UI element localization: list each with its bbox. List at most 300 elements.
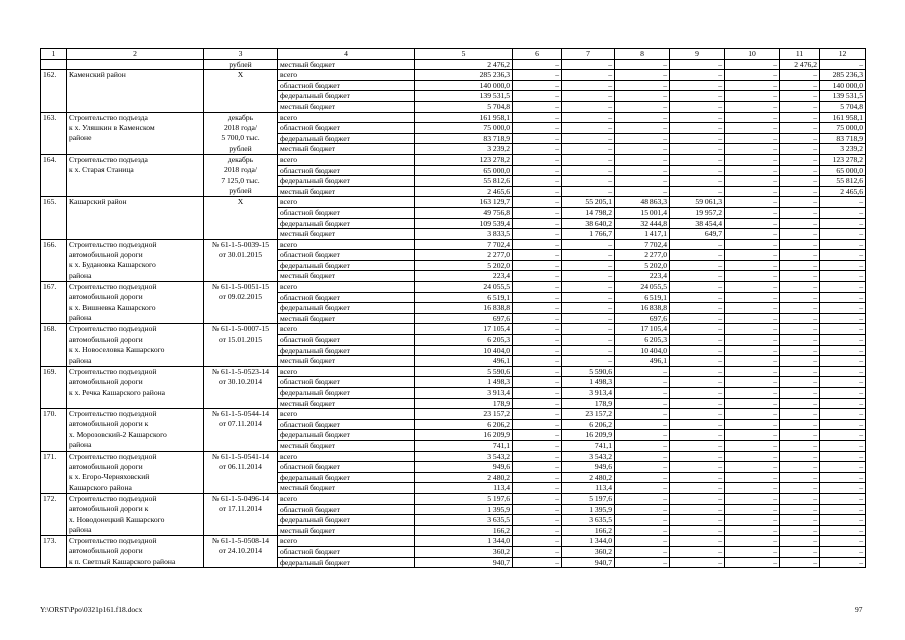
row-number bbox=[41, 101, 67, 112]
col12-value: 2 465,6 bbox=[820, 186, 866, 197]
funding-source: всего bbox=[278, 70, 415, 81]
col9-value: – bbox=[670, 292, 725, 303]
row-number bbox=[41, 525, 67, 536]
col12-value: – bbox=[820, 430, 866, 441]
col7-value: – bbox=[562, 250, 615, 261]
object-name: Кашарского района bbox=[67, 483, 204, 494]
funding-source: областной бюджет bbox=[278, 292, 415, 303]
row-number: 173. bbox=[41, 536, 67, 547]
col8-value: – bbox=[615, 462, 670, 473]
column-number: 6 bbox=[513, 49, 562, 60]
col11-value: – bbox=[780, 546, 820, 557]
col10-value: – bbox=[725, 356, 780, 367]
col7-value: – bbox=[562, 186, 615, 197]
col11-value: – bbox=[780, 207, 820, 218]
col8-value: – bbox=[615, 154, 670, 165]
col9-value: – bbox=[670, 239, 725, 250]
col12-value: – bbox=[820, 419, 866, 430]
document-info bbox=[204, 388, 278, 399]
row-number bbox=[41, 483, 67, 494]
file-path-footer: Y:\ORST\Ppo\0321p161.f18.docx bbox=[40, 605, 143, 614]
col7-value: 1 344,0 bbox=[562, 536, 615, 547]
row-number bbox=[41, 176, 67, 187]
object-name: Строительство подъездной bbox=[67, 451, 204, 462]
document-info: 5 700,0 тыс. bbox=[204, 133, 278, 144]
funding-source: областной бюджет bbox=[278, 419, 415, 430]
col9-value: – bbox=[670, 260, 725, 271]
col8-value: – bbox=[615, 419, 670, 430]
object-name: автомобильной дороги bbox=[67, 462, 204, 473]
row-number: 168. bbox=[41, 324, 67, 335]
table-row bbox=[41, 324, 866, 335]
row-number bbox=[41, 515, 67, 526]
col10-value: – bbox=[725, 229, 780, 240]
object-name: к х. Вишневка Кашарского bbox=[67, 303, 204, 314]
col8-value: – bbox=[615, 59, 670, 70]
funding-source: федеральный бюджет bbox=[278, 303, 415, 314]
funding-source: федеральный бюджет bbox=[278, 430, 415, 441]
document-info bbox=[204, 356, 278, 367]
col6-value: – bbox=[513, 324, 562, 335]
col8-value: 697,6 bbox=[615, 313, 670, 324]
col11-value: – bbox=[780, 303, 820, 314]
document-info bbox=[204, 398, 278, 409]
col9-value: – bbox=[670, 419, 725, 430]
col11-value: – bbox=[780, 70, 820, 81]
col11-value: – bbox=[780, 271, 820, 282]
col7-value: – bbox=[562, 303, 615, 314]
object-name bbox=[67, 218, 204, 229]
row-number bbox=[41, 133, 67, 144]
col11-value: – bbox=[780, 440, 820, 451]
col12-value: 139 531,5 bbox=[820, 91, 866, 102]
col9-value: – bbox=[670, 409, 725, 420]
col10-value: – bbox=[725, 303, 780, 314]
row-number bbox=[41, 165, 67, 176]
table-row bbox=[41, 229, 866, 240]
row-number bbox=[41, 91, 67, 102]
object-name: автомобильной дороги bbox=[67, 250, 204, 261]
object-name: к х. Уляшкин в Каменском bbox=[67, 123, 204, 134]
table-row bbox=[41, 493, 866, 504]
total-value: 3 239,2 bbox=[415, 144, 513, 155]
col11-value: – bbox=[780, 345, 820, 356]
object-name: Кашарский район bbox=[67, 197, 204, 208]
column-number: 1 bbox=[41, 49, 67, 60]
object-name bbox=[67, 91, 204, 102]
funding-source: всего bbox=[278, 239, 415, 250]
col10-value: – bbox=[725, 59, 780, 70]
row-number bbox=[41, 440, 67, 451]
object-name: автомобильной дороги к bbox=[67, 504, 204, 515]
col7-value: – bbox=[562, 133, 615, 144]
table-row bbox=[41, 483, 866, 494]
total-value: 5 197,6 bbox=[415, 493, 513, 504]
col6-value: – bbox=[513, 398, 562, 409]
col6-value: – bbox=[513, 536, 562, 547]
funding-source: областной бюджет bbox=[278, 462, 415, 473]
col12-value: – bbox=[820, 197, 866, 208]
col12-value: 161 958,1 bbox=[820, 112, 866, 123]
col12-value: – bbox=[820, 388, 866, 399]
col10-value: – bbox=[725, 70, 780, 81]
col11-value: – bbox=[780, 366, 820, 377]
col9-value: – bbox=[670, 70, 725, 81]
col7-value: 1 766,7 bbox=[562, 229, 615, 240]
table-row bbox=[41, 186, 866, 197]
document-info: 2018 года/ bbox=[204, 123, 278, 134]
col9-value: – bbox=[670, 483, 725, 494]
col10-value: – bbox=[725, 377, 780, 388]
document-info bbox=[204, 260, 278, 271]
total-value: 5 590,6 bbox=[415, 366, 513, 377]
col11-value: – bbox=[780, 356, 820, 367]
col12-value: – bbox=[820, 472, 866, 483]
document-info: № 61-1-5-0544-14 bbox=[204, 409, 278, 420]
col7-value: 360,2 bbox=[562, 546, 615, 557]
table-row bbox=[41, 313, 866, 324]
document-info: № 61-1-5-0039-15 bbox=[204, 239, 278, 250]
col8-value: 32 444,8 bbox=[615, 218, 670, 229]
table-row bbox=[41, 536, 866, 547]
col11-value: – bbox=[780, 250, 820, 261]
col6-value: – bbox=[513, 239, 562, 250]
funding-source: местный бюджет bbox=[278, 101, 415, 112]
row-number bbox=[41, 260, 67, 271]
col6-value: – bbox=[513, 546, 562, 557]
table-row bbox=[41, 409, 866, 420]
total-value: 24 055,5 bbox=[415, 282, 513, 293]
object-name: района bbox=[67, 313, 204, 324]
col6-value: – bbox=[513, 483, 562, 494]
funding-source: местный бюджет bbox=[278, 483, 415, 494]
col12-value: – bbox=[820, 335, 866, 346]
table-row bbox=[41, 292, 866, 303]
col8-value: – bbox=[615, 472, 670, 483]
col12-value: – bbox=[820, 504, 866, 515]
total-value: 285 236,3 bbox=[415, 70, 513, 81]
col9-value: – bbox=[670, 546, 725, 557]
col7-value: 1 395,9 bbox=[562, 504, 615, 515]
funding-source: местный бюджет bbox=[278, 356, 415, 367]
col11-value: – bbox=[780, 536, 820, 547]
col12-value: – bbox=[820, 324, 866, 335]
funding-source: федеральный бюджет bbox=[278, 515, 415, 526]
col9-value: 19 957,2 bbox=[670, 207, 725, 218]
col11-value: – bbox=[780, 398, 820, 409]
funding-source: всего bbox=[278, 282, 415, 293]
col10-value: – bbox=[725, 462, 780, 473]
col6-value: – bbox=[513, 229, 562, 240]
document-info bbox=[204, 525, 278, 536]
col9-value: – bbox=[670, 493, 725, 504]
table-row bbox=[41, 515, 866, 526]
col7-value: – bbox=[562, 165, 615, 176]
col8-value: 15 001,4 bbox=[615, 207, 670, 218]
col8-value: 1 417,1 bbox=[615, 229, 670, 240]
row-number bbox=[41, 186, 67, 197]
col8-value: 6 205,3 bbox=[615, 335, 670, 346]
col9-value: – bbox=[670, 165, 725, 176]
col12-value: – bbox=[820, 292, 866, 303]
col9-value: – bbox=[670, 430, 725, 441]
row-number bbox=[41, 398, 67, 409]
row-number bbox=[41, 207, 67, 218]
col7-value: 178,9 bbox=[562, 398, 615, 409]
col7-value: 3 635,5 bbox=[562, 515, 615, 526]
col11-value: – bbox=[780, 525, 820, 536]
total-value: 3 913,4 bbox=[415, 388, 513, 399]
col11-value: – bbox=[780, 557, 820, 568]
col6-value: – bbox=[513, 419, 562, 430]
total-value: 161 958,1 bbox=[415, 112, 513, 123]
col12-value: – bbox=[820, 462, 866, 473]
col6-value: – bbox=[513, 335, 562, 346]
document-info: от 09.02.2015 bbox=[204, 292, 278, 303]
table-row bbox=[41, 335, 866, 346]
col12-value: – bbox=[820, 356, 866, 367]
col10-value: – bbox=[725, 335, 780, 346]
object-name bbox=[67, 101, 204, 112]
col9-value: – bbox=[670, 536, 725, 547]
table-row bbox=[41, 377, 866, 388]
col9-value: – bbox=[670, 515, 725, 526]
col10-value: – bbox=[725, 186, 780, 197]
total-value: 23 157,2 bbox=[415, 409, 513, 420]
col8-value: – bbox=[615, 112, 670, 123]
col11-value: – bbox=[780, 176, 820, 187]
object-name: к п. Светлый Кашарского района bbox=[67, 557, 204, 568]
table-row bbox=[41, 271, 866, 282]
object-name bbox=[67, 186, 204, 197]
col7-value: – bbox=[562, 91, 615, 102]
col12-value: 140 000,0 bbox=[820, 80, 866, 91]
object-name: х. Морозовский-2 Кашарского bbox=[67, 430, 204, 441]
col8-value: 223,4 bbox=[615, 271, 670, 282]
col12-value: 285 236,3 bbox=[820, 70, 866, 81]
funding-source: областной бюджет bbox=[278, 207, 415, 218]
object-name: автомобильной дороги bbox=[67, 546, 204, 557]
funding-source: всего bbox=[278, 112, 415, 123]
row-number bbox=[41, 144, 67, 155]
document-info: № 61-1-5-0496-14 bbox=[204, 493, 278, 504]
object-name bbox=[67, 176, 204, 187]
col9-value: – bbox=[670, 504, 725, 515]
row-number bbox=[41, 250, 67, 261]
table-row bbox=[41, 112, 866, 123]
object-name: Каменский район bbox=[67, 70, 204, 81]
col10-value: – bbox=[725, 366, 780, 377]
col10-value: – bbox=[725, 239, 780, 250]
col11-value: – bbox=[780, 282, 820, 293]
col10-value: – bbox=[725, 504, 780, 515]
col6-value: – bbox=[513, 472, 562, 483]
table-row bbox=[41, 123, 866, 134]
col7-value: – bbox=[562, 112, 615, 123]
table-row bbox=[41, 440, 866, 451]
total-value: 139 531,5 bbox=[415, 91, 513, 102]
row-number: 166. bbox=[41, 239, 67, 250]
table-row bbox=[41, 303, 866, 314]
col6-value: – bbox=[513, 70, 562, 81]
col10-value: – bbox=[725, 271, 780, 282]
col12-value: – bbox=[820, 250, 866, 261]
funding-source: федеральный бюджет bbox=[278, 176, 415, 187]
col7-value: – bbox=[562, 239, 615, 250]
document-info: от 17.11.2014 bbox=[204, 504, 278, 515]
col11-value: – bbox=[780, 165, 820, 176]
object-name: Строительство подъездной bbox=[67, 409, 204, 420]
row-number bbox=[41, 430, 67, 441]
table-row bbox=[41, 345, 866, 356]
object-name bbox=[67, 144, 204, 155]
document-info: от 24.10.2014 bbox=[204, 546, 278, 557]
table-row bbox=[41, 176, 866, 187]
object-name bbox=[67, 80, 204, 91]
object-name: района bbox=[67, 440, 204, 451]
col9-value: – bbox=[670, 250, 725, 261]
table-row bbox=[41, 197, 866, 208]
document-info bbox=[204, 557, 278, 568]
col7-value: – bbox=[562, 313, 615, 324]
document-page bbox=[40, 48, 865, 568]
table-row bbox=[41, 525, 866, 536]
document-info: № 61-1-5-0051-15 bbox=[204, 282, 278, 293]
total-value: 123 278,2 bbox=[415, 154, 513, 165]
col6-value: – bbox=[513, 133, 562, 144]
funding-source: областной бюджет bbox=[278, 123, 415, 134]
col11-value: – bbox=[780, 144, 820, 155]
col6-value: – bbox=[513, 525, 562, 536]
document-info bbox=[204, 483, 278, 494]
col12-value: – bbox=[820, 525, 866, 536]
col7-value: 14 798,2 bbox=[562, 207, 615, 218]
column-number: 3 bbox=[204, 49, 278, 60]
table-row bbox=[41, 398, 866, 409]
col12-value: – bbox=[820, 493, 866, 504]
funding-source: всего bbox=[278, 154, 415, 165]
row-number: 172. bbox=[41, 493, 67, 504]
col6-value: – bbox=[513, 303, 562, 314]
col9-value: – bbox=[670, 123, 725, 134]
document-info: декабрь bbox=[204, 112, 278, 123]
col8-value: 10 404,0 bbox=[615, 345, 670, 356]
total-value: 223,4 bbox=[415, 271, 513, 282]
col10-value: – bbox=[725, 112, 780, 123]
document-info bbox=[204, 515, 278, 526]
table-row bbox=[41, 462, 866, 473]
table-row bbox=[41, 366, 866, 377]
row-number bbox=[41, 271, 67, 282]
col10-value: – bbox=[725, 345, 780, 356]
col9-value: – bbox=[670, 398, 725, 409]
col12-value: 55 812,6 bbox=[820, 176, 866, 187]
document-info: декабрь bbox=[204, 154, 278, 165]
col10-value: – bbox=[725, 515, 780, 526]
col7-value: 5 590,6 bbox=[562, 366, 615, 377]
col9-value: – bbox=[670, 154, 725, 165]
total-value: 16 838,8 bbox=[415, 303, 513, 314]
col7-value: – bbox=[562, 324, 615, 335]
col8-value: – bbox=[615, 123, 670, 134]
table-row bbox=[41, 101, 866, 112]
row-number bbox=[41, 123, 67, 134]
document-info bbox=[204, 430, 278, 441]
col6-value: – bbox=[513, 186, 562, 197]
table-row bbox=[41, 282, 866, 293]
total-value: 3 635,5 bbox=[415, 515, 513, 526]
col12-value: – bbox=[820, 409, 866, 420]
col8-value: 24 055,5 bbox=[615, 282, 670, 293]
col10-value: – bbox=[725, 483, 780, 494]
row-number: 165. bbox=[41, 197, 67, 208]
table-row bbox=[41, 207, 866, 218]
funding-source: областной бюджет bbox=[278, 80, 415, 91]
row-number: 167. bbox=[41, 282, 67, 293]
total-value: 113,4 bbox=[415, 483, 513, 494]
table-row bbox=[41, 504, 866, 515]
col11-value: – bbox=[780, 239, 820, 250]
table-row bbox=[41, 557, 866, 568]
col8-value: – bbox=[615, 525, 670, 536]
object-name: к х. Новоселовка Кашарского bbox=[67, 345, 204, 356]
row-number: 171. bbox=[41, 451, 67, 462]
col12-value: – bbox=[820, 345, 866, 356]
col12-value: – bbox=[820, 440, 866, 451]
document-info: от 30.01.2015 bbox=[204, 250, 278, 261]
object-name: Строительство подъездной bbox=[67, 536, 204, 547]
col9-value: – bbox=[670, 282, 725, 293]
col8-value: – bbox=[615, 176, 670, 187]
col12-value: 5 704,8 bbox=[820, 101, 866, 112]
total-value: 75 000,0 bbox=[415, 123, 513, 134]
total-value: 166,2 bbox=[415, 525, 513, 536]
total-value: 2 465,6 bbox=[415, 186, 513, 197]
col8-value: – bbox=[615, 409, 670, 420]
funding-source: федеральный бюджет bbox=[278, 218, 415, 229]
col6-value: – bbox=[513, 154, 562, 165]
col8-value: – bbox=[615, 536, 670, 547]
row-number bbox=[41, 557, 67, 568]
funding-source: областной бюджет bbox=[278, 504, 415, 515]
col9-value: – bbox=[670, 91, 725, 102]
col8-value: – bbox=[615, 557, 670, 568]
total-value: 17 105,4 bbox=[415, 324, 513, 335]
col11-value: – bbox=[780, 430, 820, 441]
col11-value: – bbox=[780, 133, 820, 144]
col11-value: – bbox=[780, 229, 820, 240]
col6-value: – bbox=[513, 388, 562, 399]
funding-source: федеральный бюджет bbox=[278, 260, 415, 271]
document-info: от 06.11.2014 bbox=[204, 462, 278, 473]
col8-value: – bbox=[615, 144, 670, 155]
funding-source: федеральный бюджет bbox=[278, 388, 415, 399]
col12-value: 83 718,9 bbox=[820, 133, 866, 144]
funding-source: местный бюджет bbox=[278, 398, 415, 409]
total-value: 83 718,9 bbox=[415, 133, 513, 144]
object-name: Строительство подъезда bbox=[67, 154, 204, 165]
total-value: 109 539,4 bbox=[415, 218, 513, 229]
col12-value: – bbox=[820, 282, 866, 293]
document-info bbox=[204, 218, 278, 229]
total-value: 178,9 bbox=[415, 398, 513, 409]
object-name bbox=[67, 398, 204, 409]
col7-value: 949,6 bbox=[562, 462, 615, 473]
col9-value: – bbox=[670, 186, 725, 197]
table-row bbox=[41, 144, 866, 155]
funding-source: федеральный бюджет bbox=[278, 472, 415, 483]
col11-value: – bbox=[780, 154, 820, 165]
